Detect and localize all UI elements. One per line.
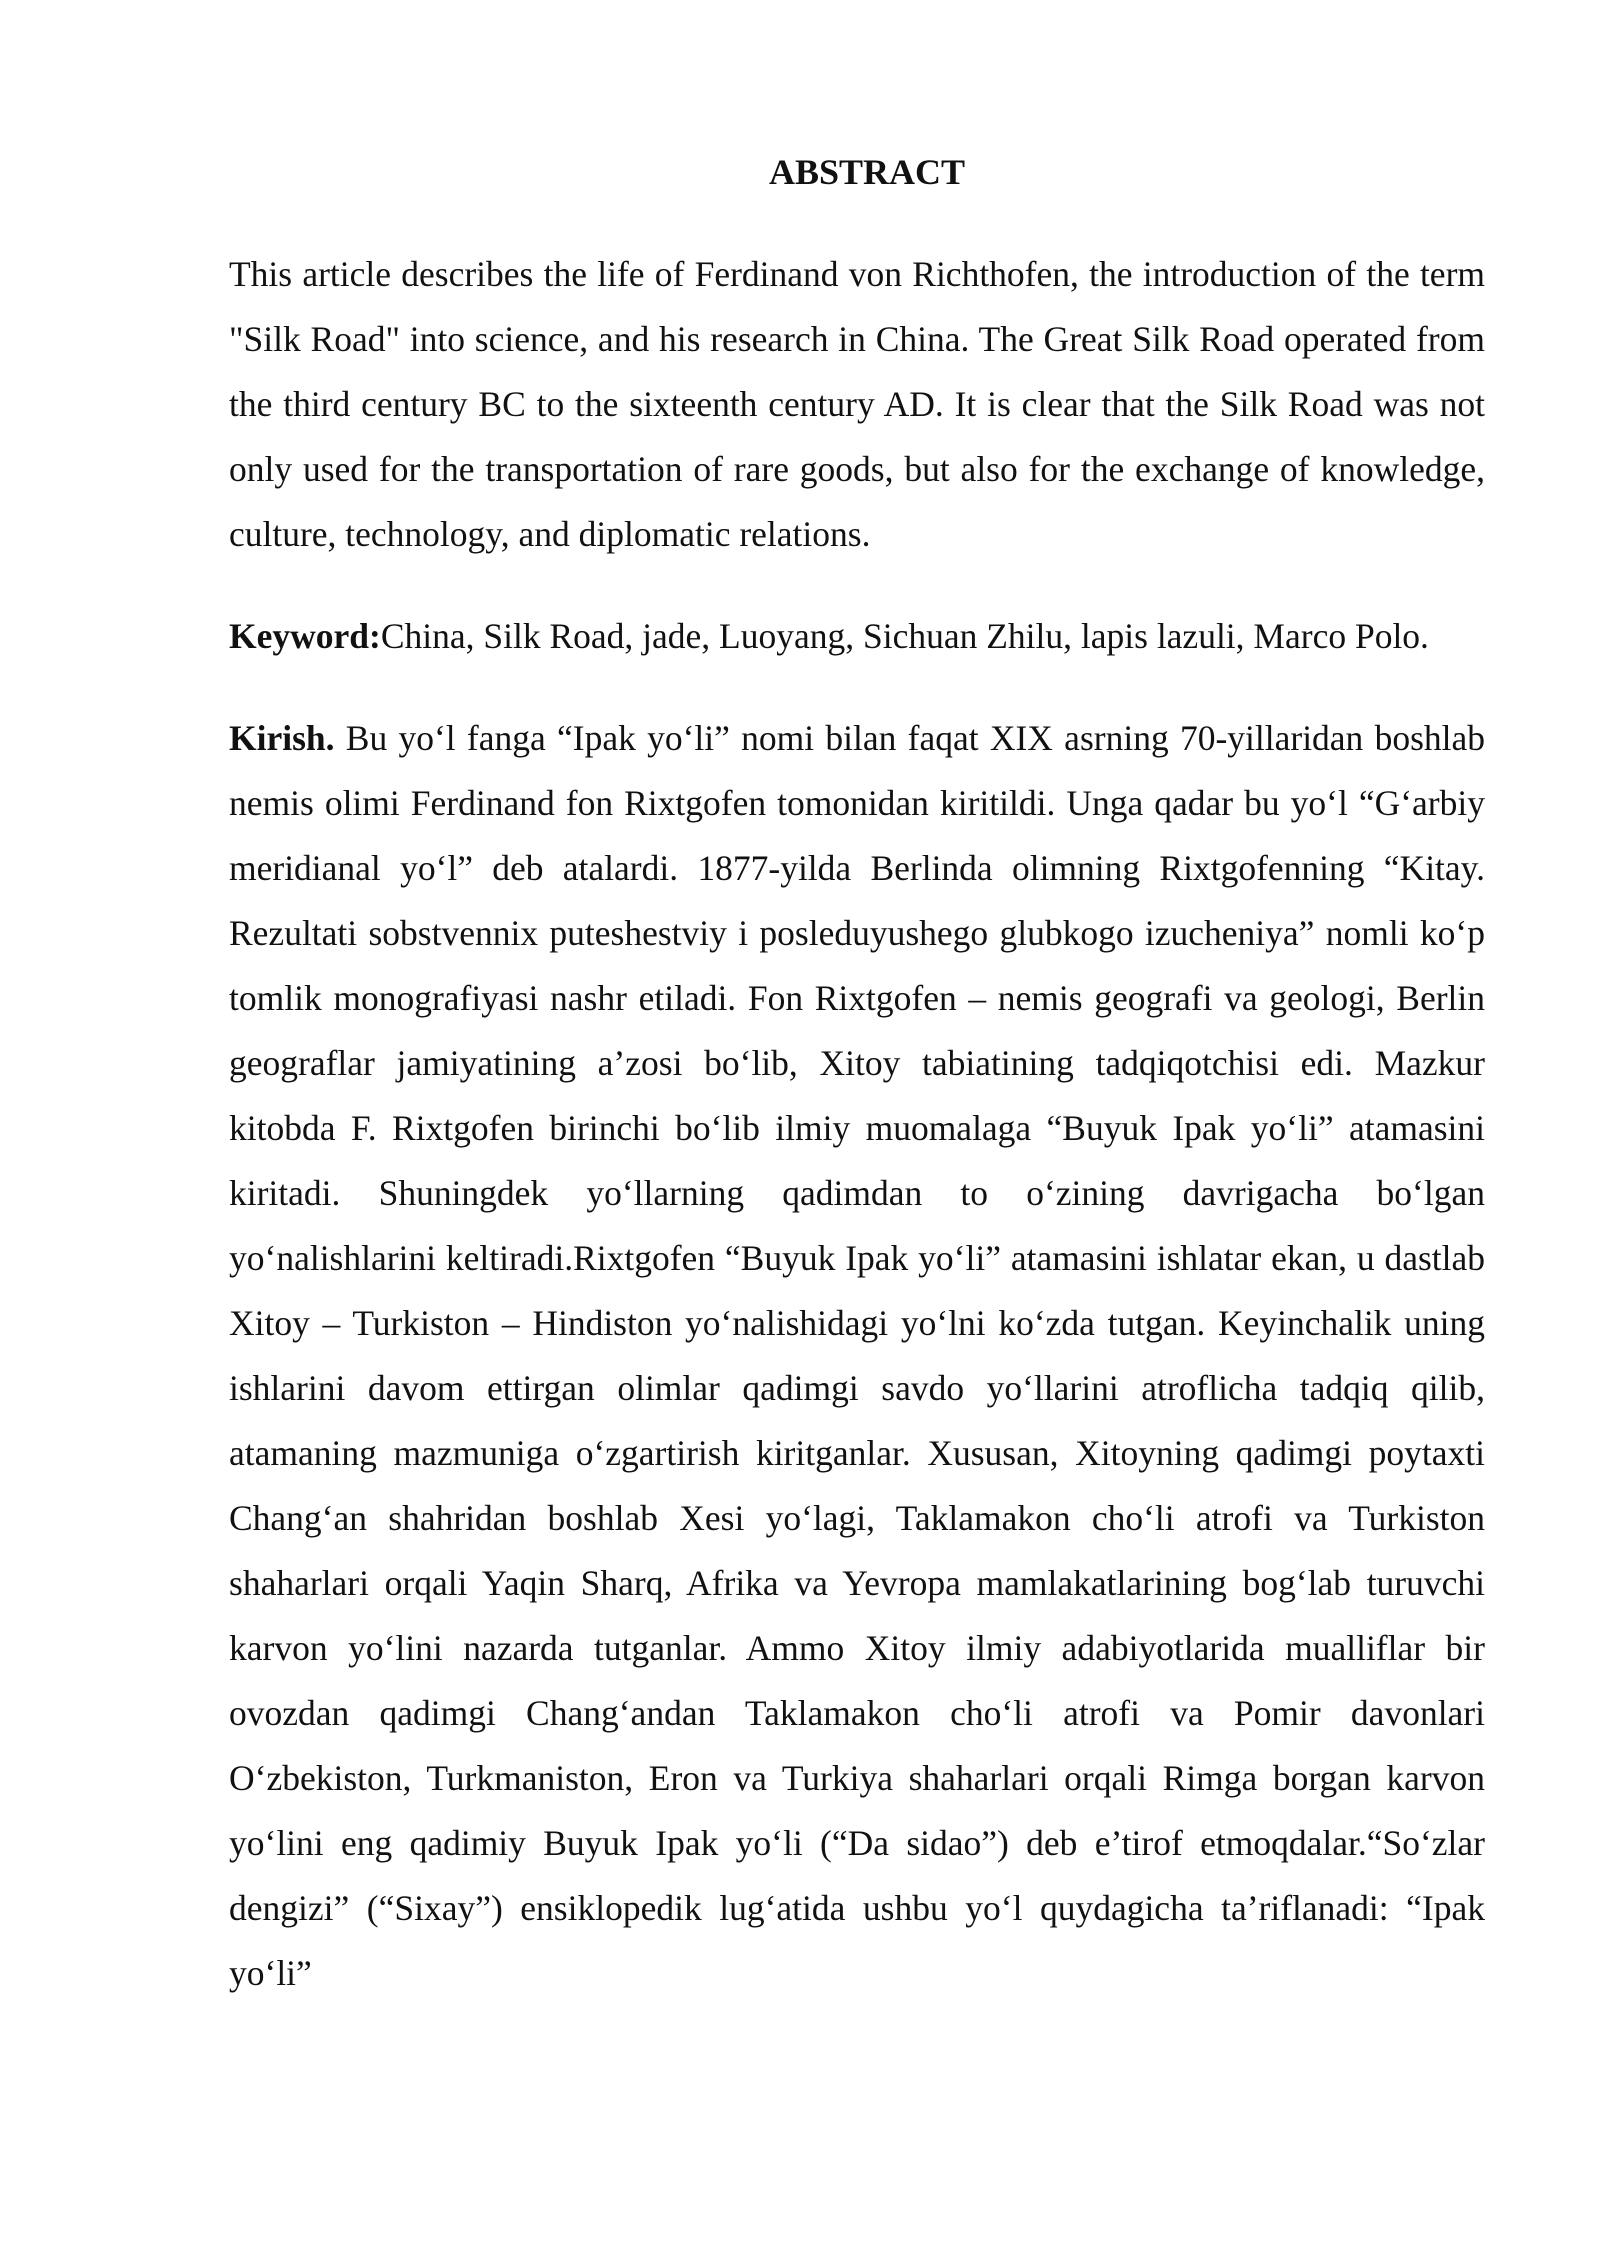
intro-paragraph — [229, 706, 1485, 2006]
intro-text: Bu yo‘l fanga “Ipak yo‘li” nomi bilan faqat XIX asrning 70-yillaridan boshlab nemis olimi Ferdinand fon Rixtgofen tomonidan kiritildi. Unga qadar bu yo‘l “G‘arbiy meridianal yo‘l” deb atalardi. 1877-yilda Berlinda olimning Rixtgofenning “Kitay. Rezultati sobstvennix puteshestviy i posleduyushego glubkogo izucheniya” nomli ko‘p tomlik monografiyasi nashr etiladi. Fon Rixtgofen – nemis geografi va geologi, Berlin geograflar jamiyatining a’zosi bo‘lib, Xitoy tabiatining tadqiqotchisi edi. Mazkur kitobda F. Rixtgofen birinchi bo‘lib ilmiy muomalaga “Buyuk Ipak yo‘li” atamasini kiritadi. Shuningdek yo‘llarning qadimdan to o‘zining davrigacha bo‘lgan yo‘nalishlarini keltiradi.Rixtgofen “Buyuk Ipak yo‘li” atamasini ishlatar ekan, u dastlab Xitoy – Turkiston – Hindiston yo‘nalishidagi yo‘lni ko‘zda tutgan. Keyinchalik uning ishlarini davom ettirgan olimlar qadimgi savdo yo‘llarini atroflicha tadqiq qilib, atamaning mazmuniga o‘zgartirish kiritganlar. Xususan, Xitoyning qadimgi poytaxti Chang‘an shahridan boshlab Xesi yo‘lagi, Taklamakon cho‘li atrofi va Turkiston shaharlari orqali Yaqin Sharq, Afrika va Yevropa mamlakatlarining bog‘lab turuvchi karvon yo‘lini nazarda tutganlar. Ammo Xitoy ilmiy adabiyotlarida mualliflar bir ovozdan qadimgi Chang‘andan Taklamakon cho‘li atrofi va Pomir davonlari O‘zbekiston, Turkmaniston, Eron va Turkiya shaharlari orqali Rimga borgan karvon yo‘lini eng qadimiy Buyuk Ipak yo‘li (“Da sidao”) deb e’tirof etmoqdalar.“So‘zlar dengizi” (“Sixay”) ensiklopedik lug‘atida ushbu yo‘l quydagicha ta’riflanadi: “Ipak yo‘li” — [229, 718, 1485, 1993]
keywords-label: Keyword: — [229, 616, 381, 656]
abstract-heading: ABSTRACT — [768, 152, 966, 192]
keywords-paragraph — [229, 604, 1485, 669]
intro-label: Kirish. — [229, 718, 335, 758]
page-content — [229, 146, 1485, 2006]
abstract-paragraph: This article describes the life of Ferdinand von Richthofen, the introduction of the term "Silk Road" into science, and his research in China. The Great Silk Road operated from the third century BC to the sixteenth century AD. It is clear that the Silk Road was not only used for the transportation of rare goods, but also for the exchange of knowledge, culture, technology, and diplomatic relations. — [229, 254, 1485, 554]
keywords-text: China, Silk Road, jade, Luoyang, Sichuan Zhilu, lapis lazuli, Marco Polo. — [380, 616, 1429, 656]
